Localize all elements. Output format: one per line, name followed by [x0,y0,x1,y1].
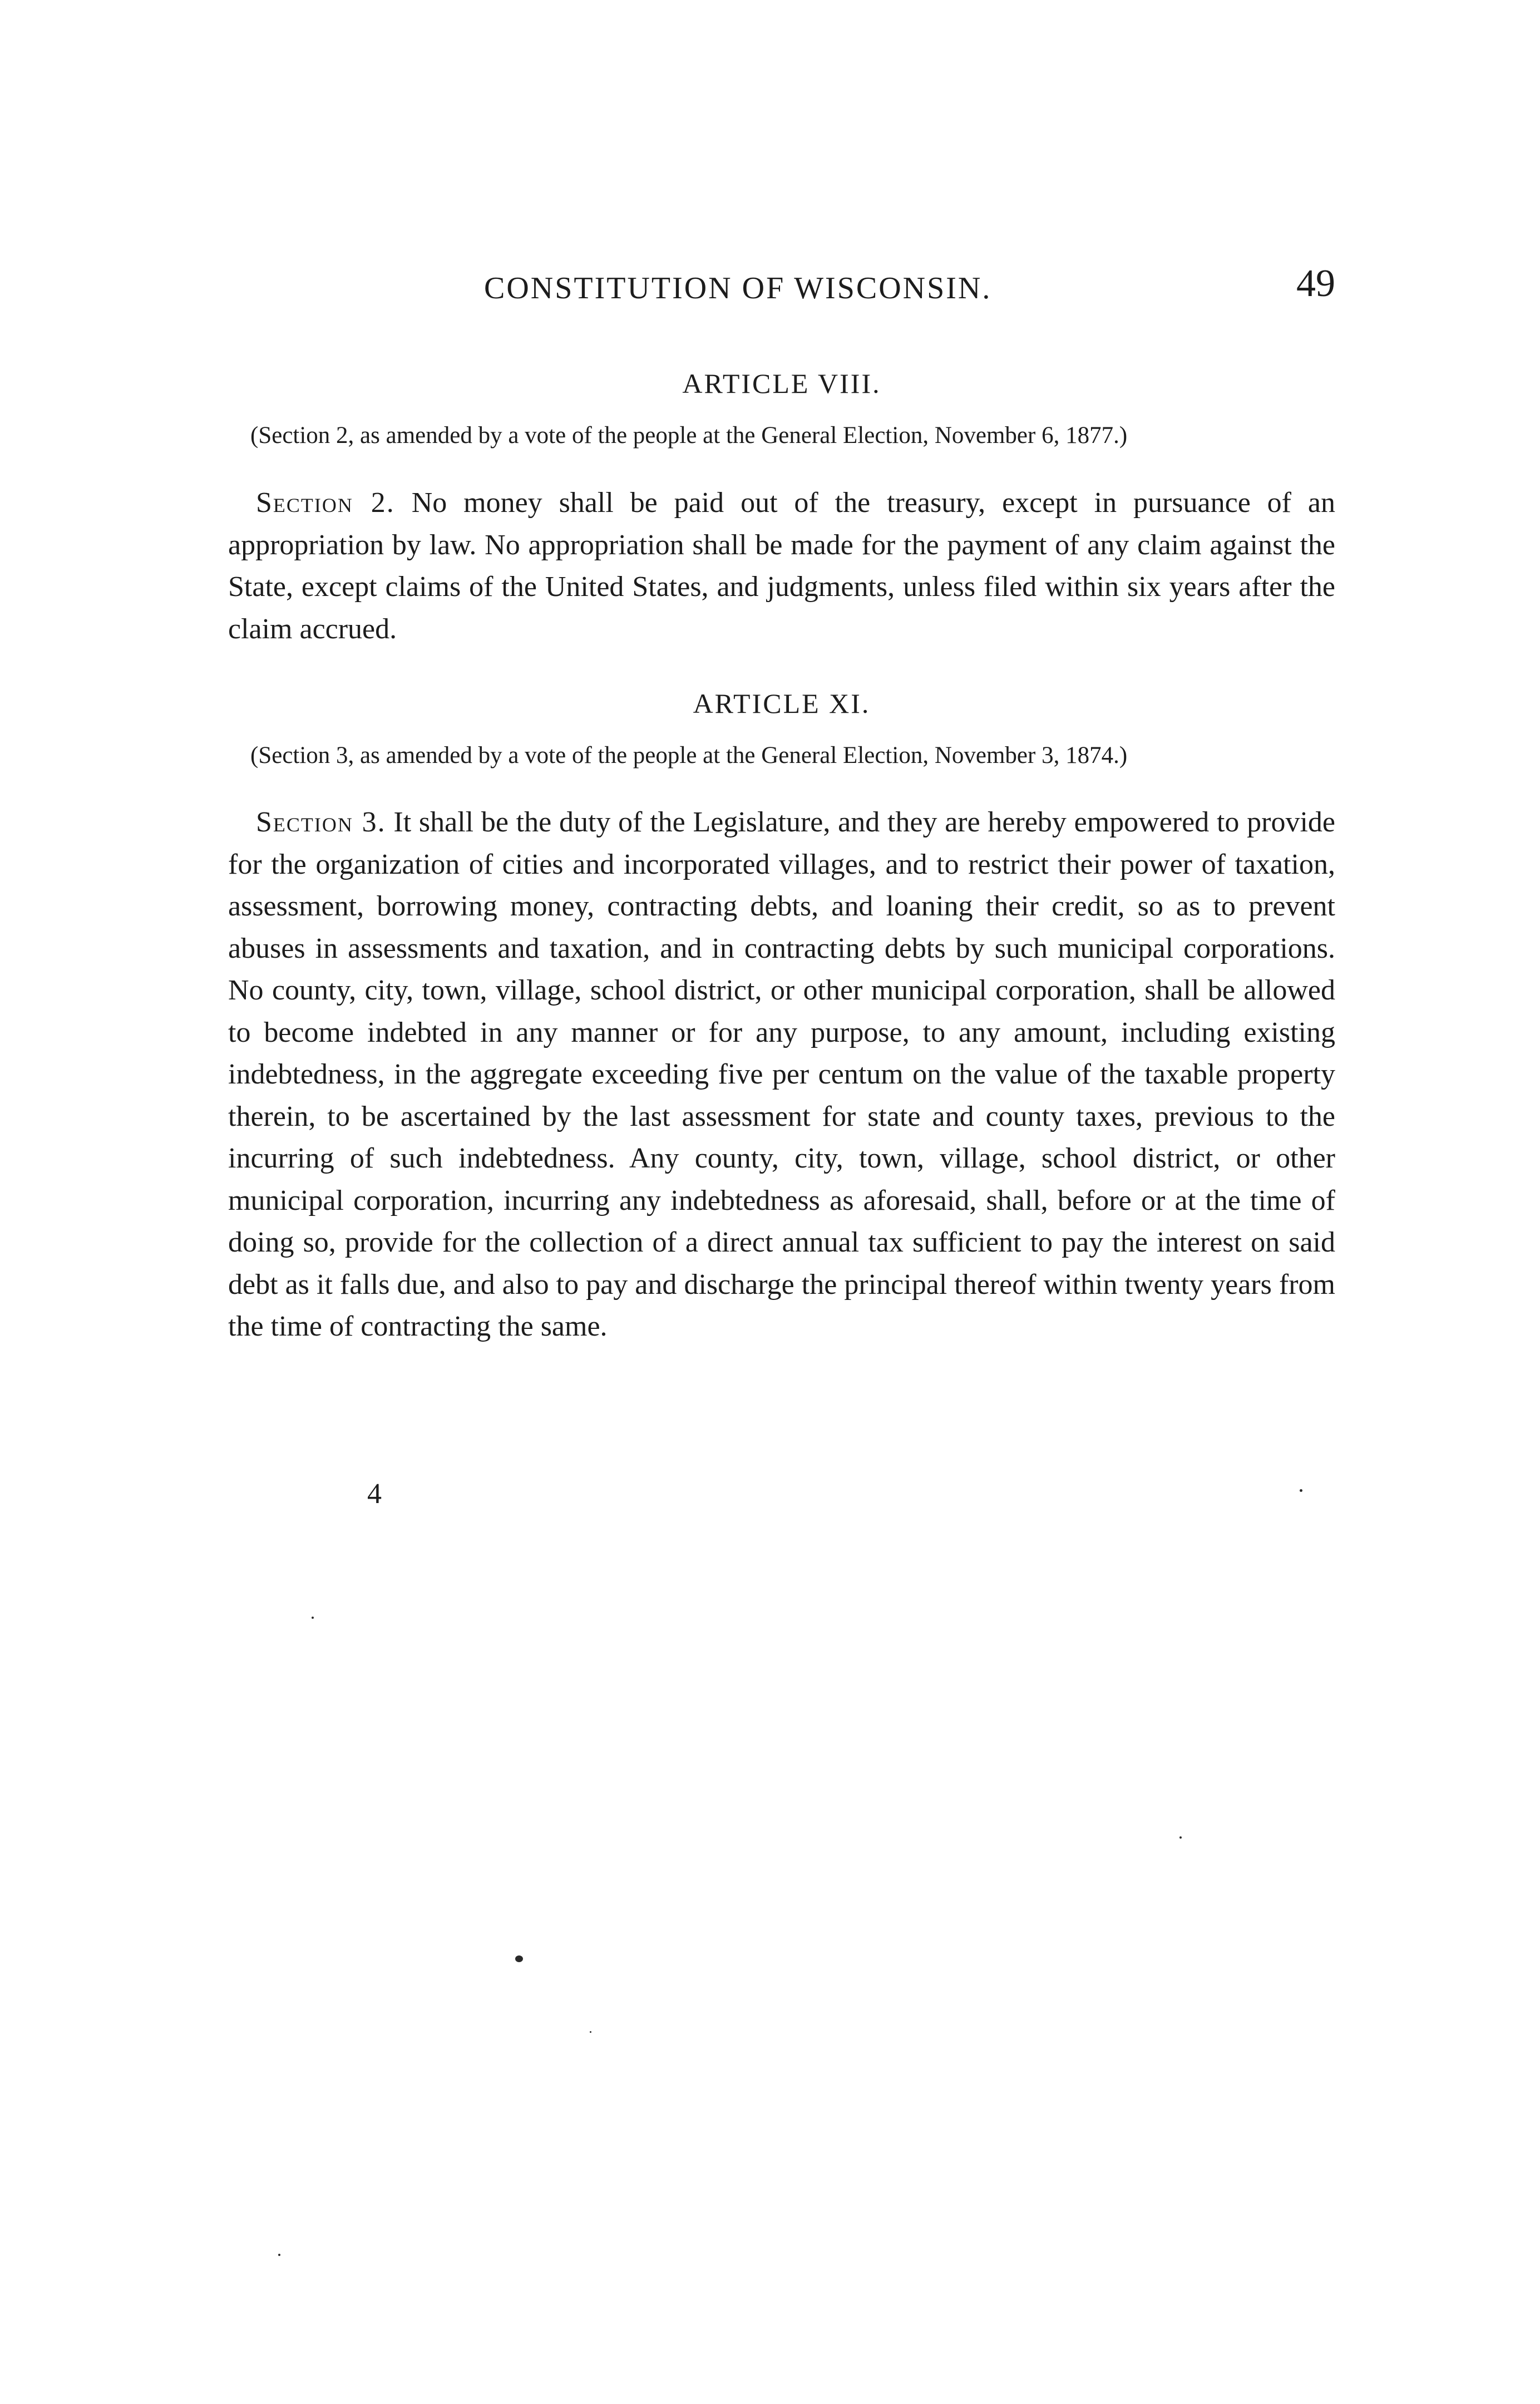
running-head [228,262,1335,312]
ink-speck [515,1955,523,1962]
section-2-text: No money shall be paid out of the treasury, except in pursuance of an appropriation by law. No appropriation shall be made for the payment of any claim against the State, except claims of the United States, and judgments, unless filed within six years after the claim accrued. [228,487,1335,645]
section-3-text: It shall be the duty of the Legislature, and they are hereby empowered to provide for the organization of cities and incorporated villages, and to restrict their power of taxation, assessment, borrowing money, contracting debts, and loaning their credit, so as to prevent abuses in assessments and taxation, and in contracting debts by such municipal corporations. No county, city, town, village, school district, or other municipal corporation, shall be allowed to become indebted in any manner or for any purpose, to any amount, including existing indebtedness, in the aggregate exceeding five per centum on the value of the taxable property therein, to be ascertained by the last assessment for state and county taxes, previous to the incurring of such indebtedness. Any county, city, town, village, school district, or other municipal corporation, incurring any indebtedness as aforesaid, shall, before or at the time of doing so, provide for the collection of a direct annual tax sufficient to pay the interest on said debt as it falls due, and also to pay and discharge the principal thereof within twenty years from the time of contracting the same. [228,806,1335,1342]
section-2-label: Section 2. [256,487,395,519]
signature-mark: 4 [367,1478,382,1510]
article-xi-section-3 [228,801,1335,1348]
running-title: CONSTITUTION OF WISCONSIN. [484,271,992,306]
article-xi-heading: ARTICLE XI. [693,688,871,719]
ink-speck [312,1617,314,1619]
ink-speck [278,2254,280,2256]
section-3-label: Section 3. [256,806,386,838]
page-number: 49 [1296,262,1335,305]
article-viii-section-2 [228,482,1335,650]
ink-speck [1300,1489,1302,1492]
ink-speck [590,2031,591,2033]
ink-speck [1179,1836,1182,1839]
article-viii-amendment-note: (Section 2, as amended by a vote of the people at the General Election, November 6, 1877.) [250,422,1128,449]
article-viii-heading: ARTICLE VIII. [682,368,881,399]
article-xi-amendment-note: (Section 3, as amended by a vote of the people at the General Election, November 3, 1874.) [250,742,1128,769]
